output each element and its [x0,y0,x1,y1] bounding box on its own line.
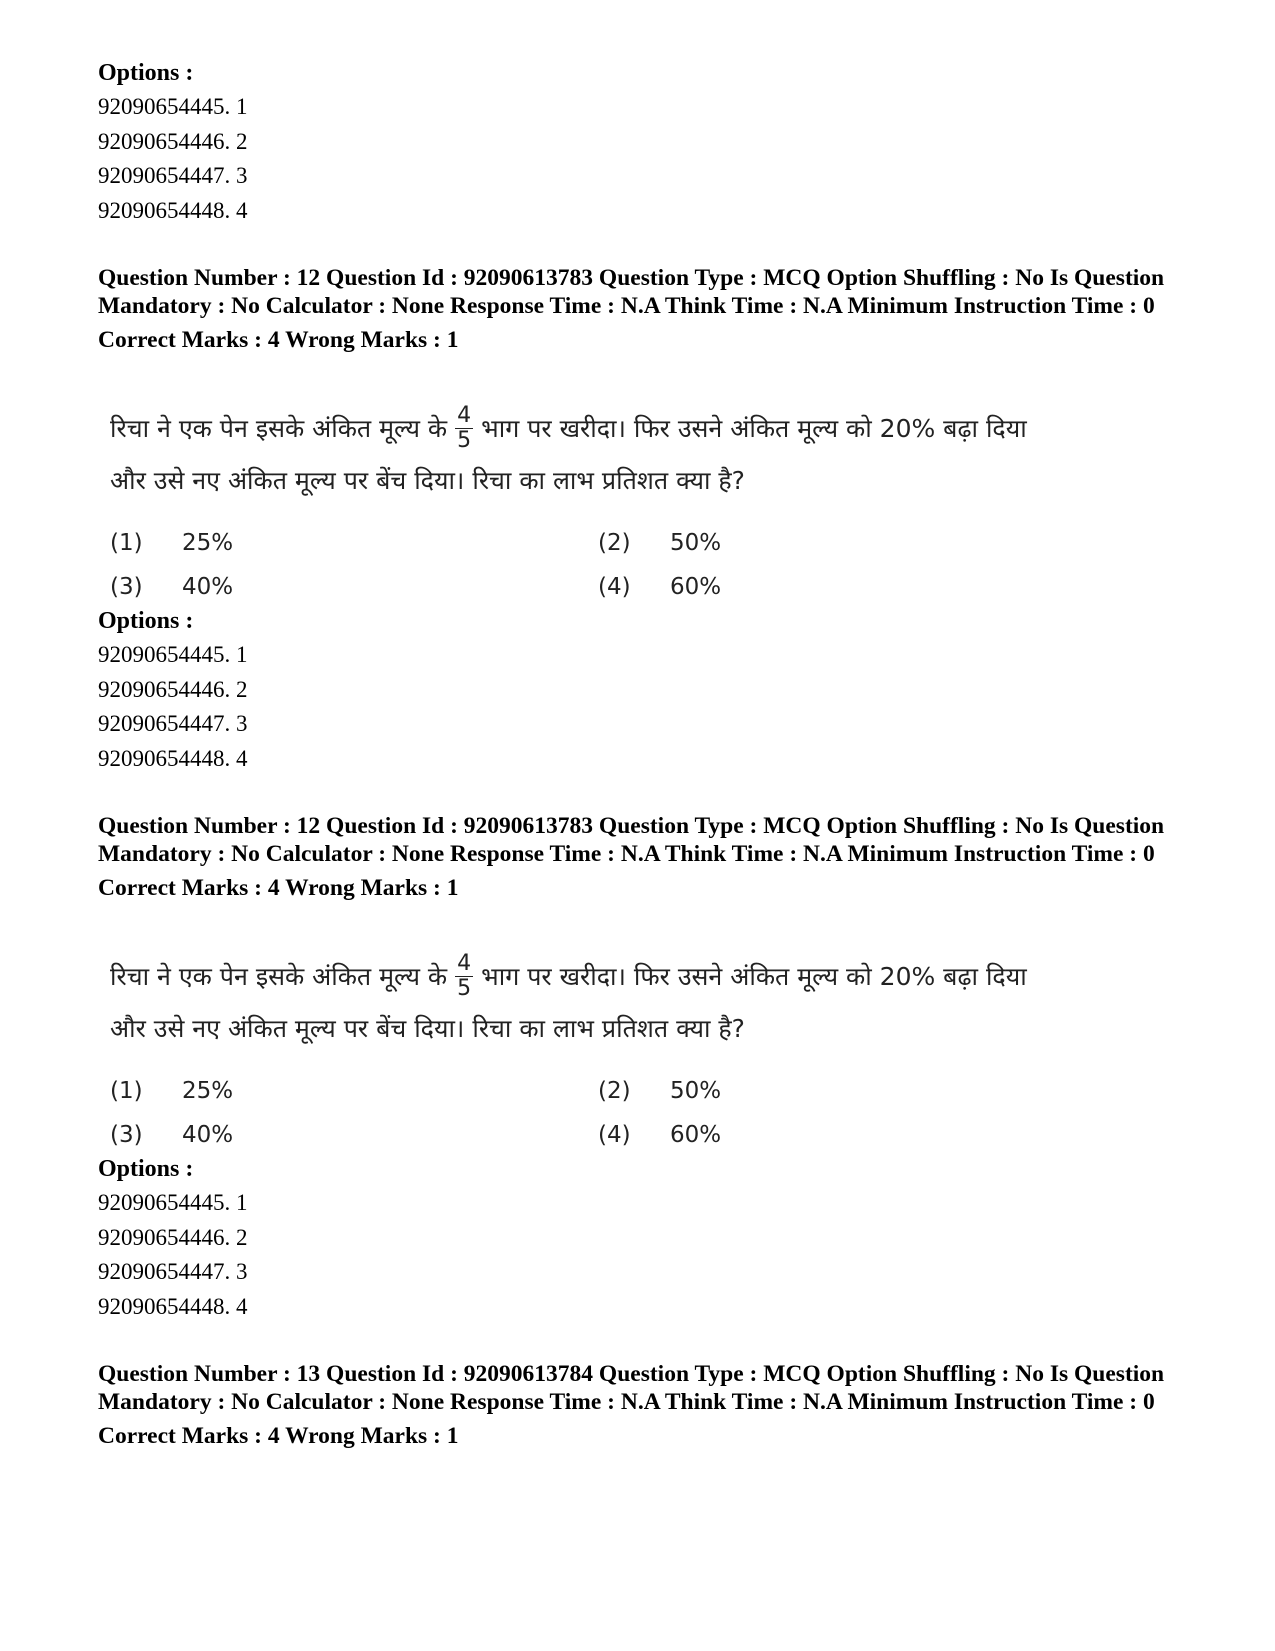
question-text-part: भाग पर खरीदा। फिर उसने अंकित मूल्य को 20% बढ़ा दिया [481,962,1027,991]
question-header: Question Number : 13 Question Id : 92090613784 Question Type : MCQ Option Shuffling : No Is Question Mandatory : No Calculator : None Response Time : N.A Think Time : N.A Minimum Instruction Time : 0 [98,1361,1165,1415]
question-header: Question Number : 12 Question Id : 92090613783 Question Type : MCQ Option Shuffling : No Is Question Mandatory : No Calculator : None Response Time : N.A Think Time : N.A Minimum Instruction Time : 0 [98,265,1165,319]
options-label: Options : [98,60,194,86]
choice-number: (4) [598,573,631,600]
choice-text: 60% [670,573,722,600]
choice-number: (3) [110,573,143,600]
option-line: 92090654448. 4 [98,745,248,771]
question-header-block [98,812,1178,902]
choice-number: (3) [110,1121,143,1148]
options-label: Options : [98,608,194,634]
question-text-line-2: और उसे नए अंकित मूल्य पर बेंच दिया। रिचा का लाभ प्रतिशत क्या है? [110,1013,745,1043]
answer-choices [110,1069,1170,1157]
marks-line: Correct Marks : 4 Wrong Marks : 1 [98,327,459,353]
option-line: 92090654445. 1 [98,94,248,119]
fraction-numerator: 4 [457,950,472,976]
choice-number: (1) [110,1077,143,1104]
fraction-numerator: 4 [457,402,472,428]
options-label: Options : [98,1156,194,1182]
choice-text: 60% [670,1121,722,1148]
question-body [110,402,1170,609]
answer-choice [110,521,598,565]
answer-choices [110,521,1170,609]
option-line: 92090654447. 3 [98,711,248,736]
choice-number: (1) [110,529,143,556]
choice-text: 40% [182,1121,234,1148]
answer-choice [110,565,598,609]
question-header: Question Number : 12 Question Id : 92090613783 Question Type : MCQ Option Shuffling : No Is Question Mandatory : No Calculator : None Response Time : N.A Think Time : N.A Minimum Instruction Time : 0 [98,813,1165,867]
question-header-block [98,264,1178,354]
answer-choice [598,565,1086,609]
choice-number: (2) [598,529,631,556]
fraction-denominator: 5 [457,427,472,453]
question-text-part: रिचा ने एक पेन इसके अंकित मूल्य के [110,962,448,991]
fraction [455,952,473,1001]
option-line: 92090654445. 1 [98,1190,248,1215]
fraction [455,404,473,453]
marks-line: Correct Marks : 4 Wrong Marks : 1 [98,875,459,901]
option-line: 92090654447. 3 [98,163,248,188]
answer-choice [110,1113,598,1157]
question-text-line-1 [110,950,1170,1003]
answer-choice [598,1113,1086,1157]
option-line: 92090654446. 2 [98,128,248,154]
question-body [110,950,1170,1157]
marks-line: Correct Marks : 4 Wrong Marks : 1 [98,1423,459,1449]
option-line: 92090654448. 4 [98,1293,248,1319]
option-line: 92090654445. 1 [98,642,248,667]
choice-text: 50% [670,1077,722,1104]
question-text-part: भाग पर खरीदा। फिर उसने अंकित मूल्य को 20% बढ़ा दिया [481,414,1027,443]
choice-text: 25% [182,529,234,556]
choice-number: (4) [598,1121,631,1148]
option-line: 92090654447. 3 [98,1259,248,1284]
choice-number: (2) [598,1077,631,1104]
choice-text: 25% [182,1077,234,1104]
fraction-denominator: 5 [457,975,472,1001]
options-block [98,604,1178,776]
option-line: 92090654448. 4 [98,197,248,223]
answer-choice [110,1069,598,1113]
question-text-part: रिचा ने एक पेन इसके अंकित मूल्य के [110,414,448,443]
option-line: 92090654446. 2 [98,676,248,702]
choice-text: 50% [670,529,722,556]
question-text-line-1 [110,402,1170,455]
question-text-line-2: और उसे नए अंकित मूल्य पर बेंच दिया। रिचा का लाभ प्रतिशत क्या है? [110,465,745,495]
options-block [98,1152,1178,1324]
answer-choice [598,1069,1086,1113]
options-block [98,56,1178,228]
question-header-block [98,1360,1178,1450]
choice-text: 40% [182,573,234,600]
option-line: 92090654446. 2 [98,1224,248,1250]
answer-choice [598,521,1086,565]
